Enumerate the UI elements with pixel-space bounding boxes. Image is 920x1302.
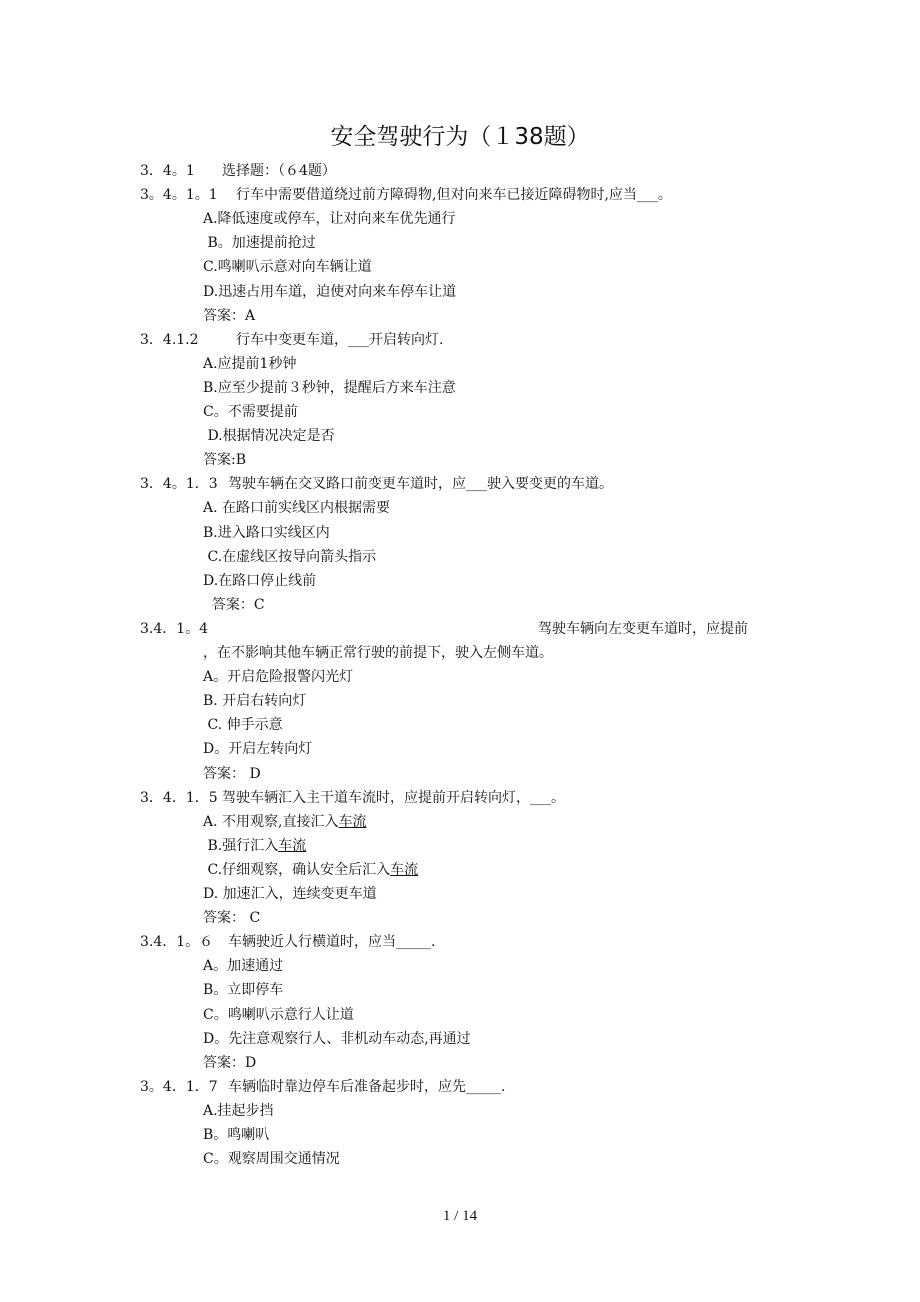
option-text: D.根据情况决定是否 <box>203 428 335 445</box>
question-number: 3．4.1.2 <box>140 331 199 348</box>
option-line <box>203 354 296 374</box>
document-title: 安全驾驶行为（１38题） <box>330 124 590 150</box>
option-line <box>203 1101 274 1121</box>
question-number: 3．4。1．3 <box>140 476 218 493</box>
option-text: 答案：C <box>203 596 265 613</box>
option-text: 答案： D <box>203 765 261 782</box>
option-text: 答案：D <box>203 1054 257 1071</box>
answer-line <box>203 450 246 470</box>
option-text: C.在虚线区按导向箭头指示 <box>203 548 377 565</box>
option-line <box>203 523 330 543</box>
option-text: B.应至少提前３秒钟，提醒后方来车注意 <box>203 379 456 396</box>
question-number: 3。4．1．7 <box>140 1078 218 1095</box>
question-text: 驾驶车辆在交叉路口前变更车道时，应___驶入要变更的车道。 <box>228 476 613 493</box>
option-text: C。观察周围交通情况 <box>203 1151 340 1168</box>
option-line <box>203 667 353 687</box>
option-text: A. 不用观察,直接汇入 <box>203 813 339 830</box>
option-text: A。开启危险报警闪光灯 <box>203 669 354 686</box>
option-line <box>203 836 306 856</box>
option-text: B。立即停车 <box>203 982 284 999</box>
option-text: B。鸣喇叭 <box>203 1127 270 1143</box>
option-text: B. 开启右转向灯 <box>203 693 307 710</box>
option-text: D.在路口停止线前 <box>203 572 317 589</box>
option-line <box>203 1125 269 1145</box>
question-line <box>0 1077 920 1097</box>
option-text: A。加速通过 <box>203 958 284 975</box>
question-number: 3．4。1 <box>140 163 195 179</box>
question-number: 3.4．1。4 <box>140 620 209 637</box>
question-line <box>0 932 920 952</box>
option-line <box>203 282 456 302</box>
option-line <box>203 691 306 711</box>
option-line <box>203 980 283 1000</box>
option-text: B.进入路口实线区内 <box>203 524 330 541</box>
option-text: A. 在路口前实线区内根据需要 <box>203 500 391 517</box>
option-line <box>203 812 366 832</box>
option-text: ，在不影响其他车辆正常行驶的前提下，驶入左侧车道。 <box>203 645 553 661</box>
question-line <box>0 185 920 205</box>
option-text: C。鸣喇叭示意行人让道 <box>203 1006 354 1023</box>
option-line <box>203 860 418 880</box>
option-line <box>203 402 298 422</box>
option-line <box>203 715 283 735</box>
page-number: 1 / 14 <box>442 1208 478 1224</box>
question-text: 行车中需要借道绕过前方障碍物,但对向来车已接近障碍物时,应当___。 <box>236 187 672 204</box>
option-text: B.强行汇入 <box>203 837 279 854</box>
option-line <box>203 1005 354 1025</box>
option-line <box>203 956 283 976</box>
question-text: 车辆驶近人行横道时，应当_____. <box>228 934 436 951</box>
option-text: 答案：A <box>203 307 256 324</box>
option-text: A.挂起步挡 <box>203 1102 274 1119</box>
option-line <box>203 426 335 446</box>
answer-line <box>203 595 265 615</box>
option-text: A.应提前1秒钟 <box>203 355 297 372</box>
underlined-text: 车流 <box>338 813 367 830</box>
question-text: 选择题：（６4题） <box>222 163 336 179</box>
question-text: 行车中变更车道，___开启转向灯. <box>236 331 444 348</box>
question-line <box>0 619 920 639</box>
question-text: 驾驶车辆汇入主干道车流时，应提前开启转向灯，___。 <box>222 789 565 806</box>
option-line <box>203 643 553 663</box>
option-text: D。开启左转向灯 <box>203 741 313 758</box>
question-line <box>0 788 920 808</box>
option-line <box>203 378 456 398</box>
option-text: A.降低速度或停车，让对向来车优先通行 <box>203 211 456 228</box>
option-text: 答案:B <box>203 452 247 469</box>
option-line <box>203 1029 471 1049</box>
option-line <box>203 547 376 567</box>
option-text: D.迅速占用车道，迫使对向来车停车让道 <box>203 283 457 300</box>
question-number: 3.4．1。６ <box>140 934 214 951</box>
option-line <box>203 233 316 253</box>
option-text: D. 加速汇入，连续变更车道 <box>203 886 377 902</box>
question-number: 3．4．1．5 <box>140 789 218 806</box>
option-line <box>203 498 390 518</box>
option-line <box>203 209 456 229</box>
option-text: C。不需要提前 <box>203 404 298 420</box>
answer-line <box>203 1053 256 1073</box>
answer-line <box>203 908 260 928</box>
option-line <box>203 739 312 759</box>
underlined-text: 车流 <box>390 861 419 878</box>
answer-line <box>203 764 261 784</box>
option-text: 答案： C <box>203 910 261 927</box>
question-line <box>0 330 920 350</box>
question-line <box>0 161 920 181</box>
question-text: 车辆临时靠边停车后准备起步时，应先_____. <box>228 1078 506 1095</box>
question-text: 驾驶车辆向左变更车道时，应提前 <box>538 620 748 637</box>
option-text: C.鸣喇叭示意对向车辆让道 <box>203 259 372 276</box>
answer-line <box>203 306 255 326</box>
option-text: D。先注意观察行人、非机动车动态,再通过 <box>203 1030 471 1047</box>
question-number: 3。4。1。1 <box>140 187 218 204</box>
option-line <box>203 884 377 904</box>
underlined-text: 车流 <box>278 837 307 854</box>
option-text: C. 伸手示意 <box>203 717 283 734</box>
option-text: B。加速提前抢过 <box>203 235 316 252</box>
option-line <box>203 1149 340 1169</box>
option-line <box>203 257 372 277</box>
option-line <box>203 571 316 591</box>
option-text: C.仔细观察，确认安全后汇入 <box>203 861 391 878</box>
question-line <box>0 474 920 494</box>
